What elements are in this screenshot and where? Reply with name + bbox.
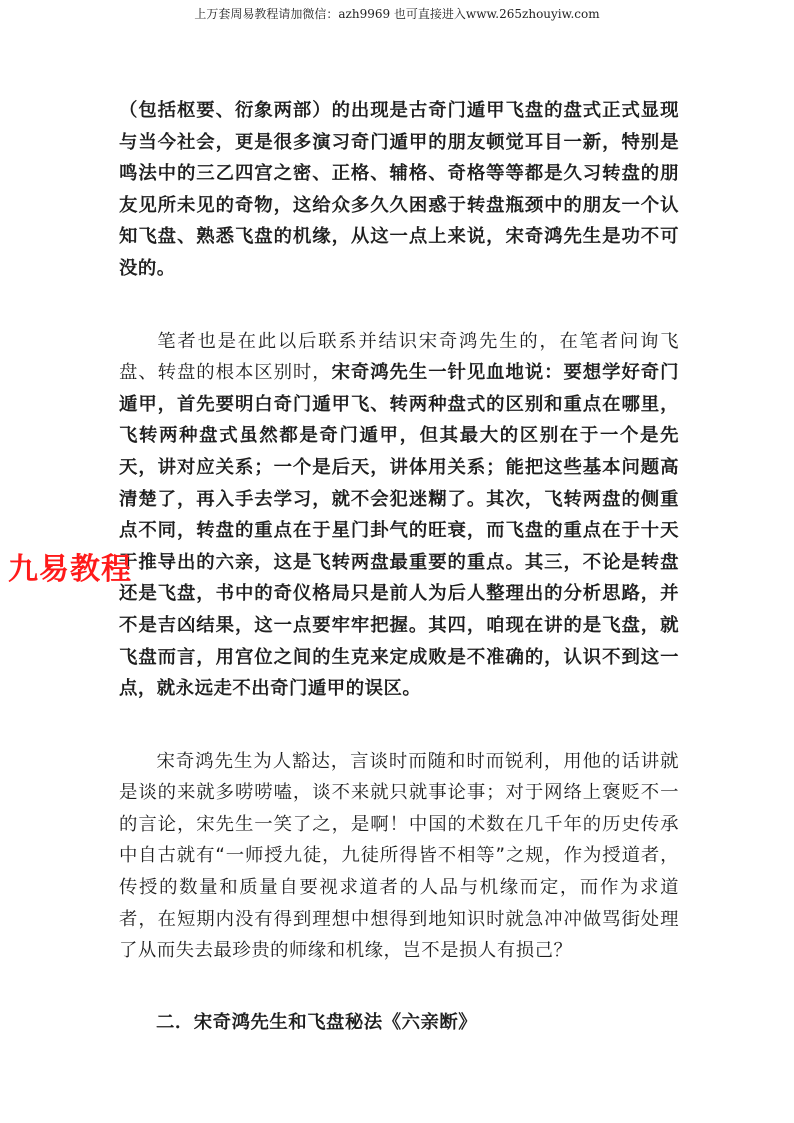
paragraph-2-intro: 笔者也是在此以后联系并结识宋奇鸿先生的，在笔者问询飞盘、转盘的根本区别时， [119,330,679,384]
header-notice: 上万套周易教程请加微信：azh9969 也可直接进入www.265zhouyiw.com [194,7,600,21]
paragraph-1: （包括枢要、衍象两部）的出现是古奇门遁甲飞盘的盘式正式显现与当今社会，更是很多演习奇门遁甲的朋友顿觉耳目一新，特别是鸣法中的三乙四宫之密、正格、辅格、奇格等等都是久习转盘的朋友见所未见的奇物，这给众多久久困惑于转盘瓶颈中的朋友一个认知飞盘、熟悉飞盘的机缘，从这一点上来说，宋奇鸿先生是功不可没的。 [119,100,679,279]
document-body [119,95,679,1038]
paragraph-3-text: 宋奇鸿先生为人豁达，言谈时而随和时而锐利，用他的话讲就是谈的来就多唠唠嗑，谈不来就只就事论事；对于网络上褒贬不一的言论，宋先生一笑了之，是啊！中国的术数在几千年的历史传承中自古就有“一师授九徒，九徒所得皆不相等”之规，作为授道者，传授的数量和质量自要视求道者的人品与机缘而定，而作为求道者，在短期内没有得到理想中想得到地知识时就急冲冲做骂街处理了从而失去最珍贵的师缘和机缘，岂不是损人有损己？ [119,750,679,962]
watermark: 九易教程 [8,552,132,587]
section-heading: 二．宋奇鸿先生和飞盘秘法《六亲断》 [156,1011,478,1033]
paragraph-2 [119,326,679,705]
paragraph-3 [119,746,679,967]
paragraph-2-quote: 宋奇鸿先生一针见血地说：要想学好奇门遁甲，首先要明白奇门遁甲飞、转两种盘式的区别和重点在哪里，飞转两种盘式虽然都是奇门遁甲，但其最大的区别在于一个是先天，讲对应关系；一个是后天，讲体用关系；能把这些基本问题高清楚了，再入手去学习，就不会犯迷糊了。其次，飞转两盘的侧重点不同，转盘的重点在于星门卦气的旺衰，而飞盘的重点在于十天干推导出的六亲，这是飞转两盘最重要的重点。其三，不论是转盘还是飞盘，书中的奇仪格局只是前人为后人整理出的分析思路，并不是吉凶结果，这一点要牢牢把握。其四，咱现在讲的是飞盘，就飞盘而言，用宫位之间的生克来定成败是不准确的，认识不到这一点，就永远走不出奇门遁甲的误区。 [119,362,679,700]
